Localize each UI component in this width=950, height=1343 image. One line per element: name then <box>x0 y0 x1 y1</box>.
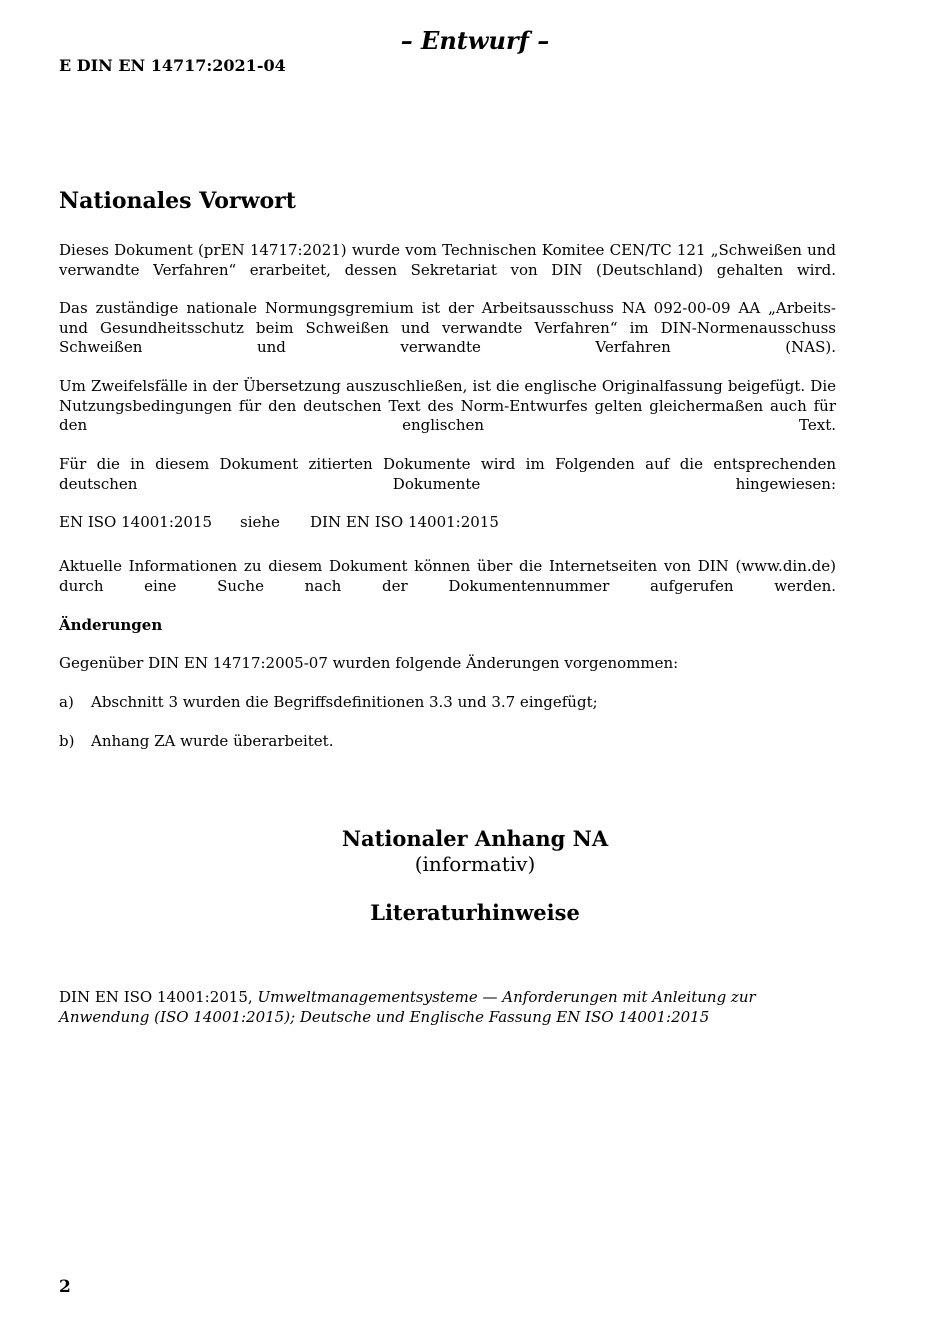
annex-title: Nationaler Anhang NA <box>341 826 609 851</box>
changes-title: Änderungen <box>59 616 163 634</box>
reference-see: siehe <box>240 513 280 531</box>
reference-international: EN ISO 14001:2015 <box>59 513 213 531</box>
reference-national: DIN EN ISO 14001:2015 <box>310 513 499 531</box>
list-marker: b) <box>59 732 75 750</box>
foreword-paragraph-1: Dieses Dokument (prEN 14717:2021) wurde vom Technischen Komitee CEN/TC 121 „Schweißen und verwandte Verfahren“ erarbeitet, dessen Sekretariat von DIN (Deutschland) gehalten wird. <box>59 241 836 279</box>
changes-intro: Gegenüber DIN EN 14717:2005-07 wurden folgende Änderungen vorgenommen: <box>59 654 679 672</box>
annex-subtitle: (informativ) <box>414 852 536 876</box>
foreword-title: Nationales Vorwort <box>59 188 296 214</box>
bibliography-ref-id: DIN EN ISO 14001:2015, <box>59 988 253 1006</box>
list-item-text: Anhang ZA wurde überarbeitet. <box>91 732 334 750</box>
bibliography-ref-title: Umweltmanagementsysteme — Anforderungen mit Anleitung zur Anwendung (ISO 14001:2015); Deutsche und Englische Fassung EN ISO 14001:2015 <box>59 988 756 1026</box>
foreword-paragraph-5: Aktuelle Informationen zu diesem Dokument können über die Internetseiten von DIN (www.din.de) durch eine Suche nach der Dokumentennummer aufgerufen werden. <box>59 557 836 595</box>
page-number: 2 <box>59 1277 71 1297</box>
list-marker: a) <box>59 693 74 711</box>
draft-label: – Entwurf – <box>400 26 550 55</box>
foreword-paragraph-3: Um Zweifelsfälle in der Übersetzung auszuschließen, ist die englische Originalfassung beigefügt. Die Nutzungsbedingungen für den deutschen Text des Norm-Entwurfes gelten gleichermaßen auch für den englischen Text. <box>59 377 836 434</box>
foreword-paragraph-2: Das zuständige nationale Normungsgremium ist der Arbeitsausschuss NA 092-00-09 AA „Arbeits- und Gesundheitsschutz beim Schweißen und verwandte Verfahren“ im DIN-Normenausschuss Schweißen und verwandte Verfahren (NAS). <box>59 299 836 356</box>
bibliography-heading: Literaturhinweise <box>370 900 580 925</box>
list-item-text: Abschnitt 3 wurden die Begriffsdefinitionen 3.3 und 3.7 eingefügt; <box>91 693 598 711</box>
bibliography-entry <box>59 987 836 1027</box>
foreword-paragraph-4: Für die in diesem Dokument zitierten Dokumente wird im Folgenden auf die entsprechenden deutschen Dokumente hingewiesen: <box>59 455 836 493</box>
document-id: E DIN EN 14717:2021-04 <box>59 56 286 75</box>
